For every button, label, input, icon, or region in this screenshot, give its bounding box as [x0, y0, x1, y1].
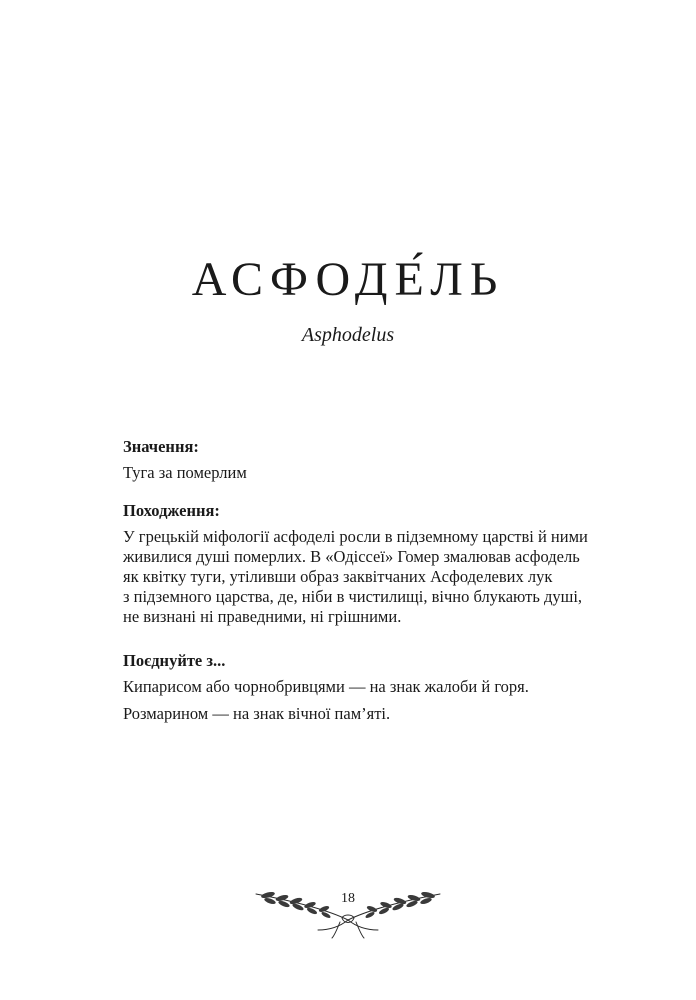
page-title: АСФОДЕ́ЛЬ	[191, 253, 505, 306]
meaning-heading: Значення:	[123, 437, 199, 456]
origin-line: як квітку туги, утіливши образ заквітчаних Асфоделевих лук	[123, 567, 553, 586]
page-number: 18	[341, 891, 355, 906]
combine-item: Розмарином — на знак вічної пам’яті.	[123, 704, 391, 723]
origin-text	[123, 527, 593, 627]
combine-item: Кипарисом або чорнобривцями — на знак жалоби й горя.	[123, 677, 529, 696]
origin-line: з підземного царства, де, ніби в чистилищі, вічно блукають душі,	[123, 587, 583, 606]
origin-line: живилися душі померлих. В «Одіссеї» Гомер змалював асфодель	[123, 547, 580, 566]
origin-line: не визнані ні праведними, ні грішними.	[123, 607, 402, 626]
combine-section	[123, 651, 593, 724]
combine-heading: Поєднуйте з...	[123, 651, 226, 670]
origin-heading: Походження:	[123, 501, 220, 520]
floral-laurel-ornament-icon	[248, 880, 448, 940]
origin-line: У грецькій міфології асфоделі росли в підземному царстві й ними	[123, 527, 588, 546]
meaning-section	[123, 437, 593, 483]
latin-name: Asphodelus	[301, 324, 395, 346]
meaning-value: Туга за померлим	[123, 463, 247, 482]
page-footer	[248, 880, 448, 940]
content	[123, 437, 593, 724]
origin-section	[123, 501, 593, 627]
